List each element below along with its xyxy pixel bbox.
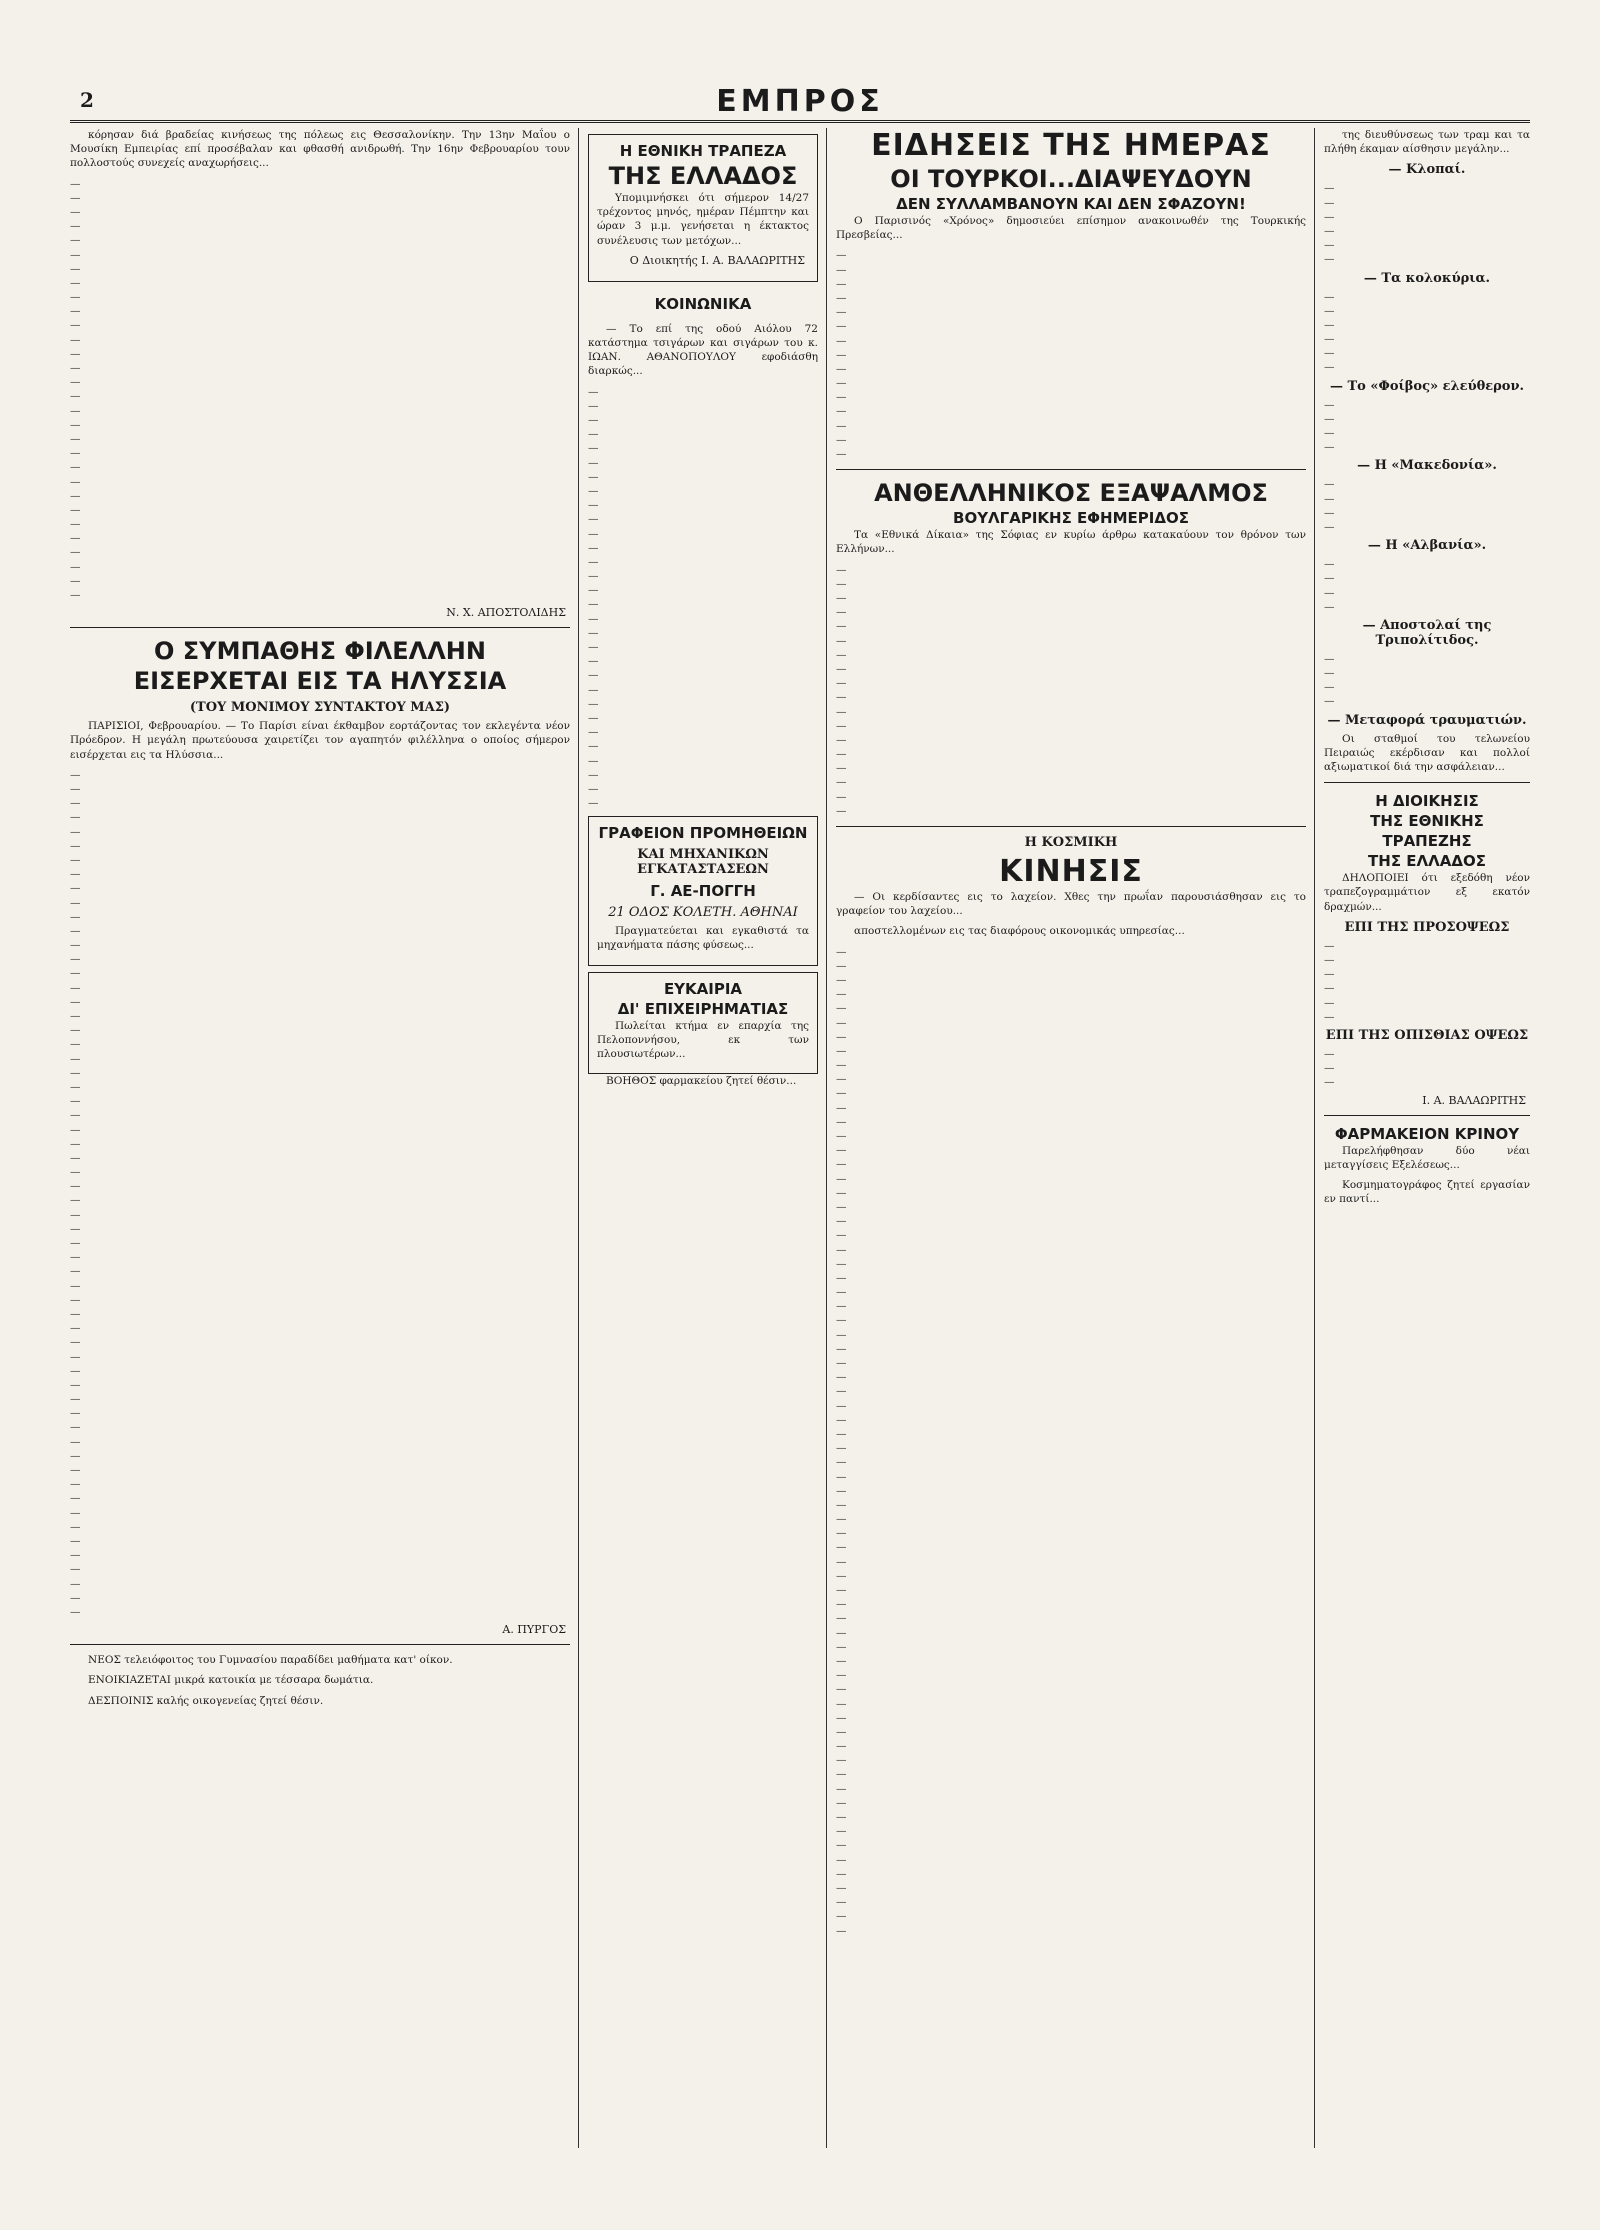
city-headline: ΚΙΝΗΣΙΣ bbox=[999, 854, 1143, 889]
philhellene-byline: (ΤΟΥ ΜΟΝΙΜΟΥ ΣΥΝΤΑΚΤΟΥ ΜΑΣ) bbox=[189, 700, 451, 716]
newspaper-title: ΕΜΠΡΟΣ bbox=[716, 84, 884, 119]
section-heading: — Το «Φοίβος» ελεύθερον. bbox=[1329, 378, 1525, 394]
bank-subheadline: ΤΗΣ ΕΛΛΑΔΟΣ bbox=[608, 162, 798, 190]
column-4 bbox=[1324, 128, 1530, 2148]
section-heading: — Κλοπαί. bbox=[1388, 162, 1466, 178]
social-text: — Το επί της οδού Αιόλου 72 κατάστημα τσιγάρων και σιγάρων του κ. ΙΩΑΝ. ΑΘΑΝΟΠΟΥΛΟΥ εφοδιάσθη διαρκώς... bbox=[588, 322, 818, 378]
notes-heading: ΕΠΙ ΤΗΣ ΠΡΟΣΟΨΕΩΣ bbox=[1344, 919, 1510, 935]
lead-signature: Ν. Χ. ΑΠΟΣΤΟΛΙΔΗΣ bbox=[446, 606, 566, 620]
bulgar-headline: ΑΝΘΕΛΛΗΝΙΚΟΣ ΕΞΑΨΑΛΜΟΣ bbox=[874, 479, 1268, 508]
bulgar-subheadline: ΒΟΥΛΓΑΡΙΚΗΣ ΕΦΗΜΕΡΙΔΟΣ bbox=[953, 509, 1189, 528]
divider bbox=[1324, 1115, 1530, 1116]
column-rule bbox=[578, 128, 579, 2148]
philhellene-signature: Α. ΠΥΡΓΟΣ bbox=[502, 1623, 566, 1637]
intro-text: της διευθύνσεως των τραμ και τα πλήθη έκαμαν αίσθησιν μεγάλην... bbox=[1324, 129, 1530, 156]
opportunity-headline: ΕΥΚΑΙΡΙΑ bbox=[663, 979, 743, 998]
admin-text: ΔΗΛΟΠΟΙΕΙ ότι εξεδόθη νέον τραπεζογραμμάτιον εξ εκατόν δραχμών... bbox=[1324, 872, 1530, 913]
admin-signature: Ι. Α. ΒΑΛΑΩΡΙΤΗΣ bbox=[1422, 1093, 1526, 1107]
opportunity-text: Πωλείται κτήμα εν επαρχία της Πελοποννήσου, εκ των πλουσιωτέρων... bbox=[597, 1019, 809, 1061]
article-lines: — — — — — — bbox=[1324, 290, 1335, 374]
article-lines: — — — — bbox=[1324, 558, 1335, 613]
notes-heading-2: ΕΠΙ ΤΗΣ ΟΠΙΣΘΙΑΣ ΟΨΕΩΣ bbox=[1325, 1028, 1529, 1043]
turks-subheadline: ΔΕΝ ΣΥΛΛΑΜΒΑΝΟΥΝ ΚΑΙ ΔΕΝ ΣΦΑΖΟΥΝ! bbox=[896, 195, 1246, 213]
column-2 bbox=[588, 128, 818, 2148]
article-lines: — — — — bbox=[1324, 478, 1335, 533]
masthead bbox=[70, 82, 1530, 123]
article-lines: — — — — — — — — — — — — — — — — — — bbox=[836, 563, 847, 817]
assistant-ad: ΒΟΗΘΟΣ φαρμακείου ζητεί θέσιν... bbox=[606, 1075, 797, 1088]
divider bbox=[70, 1644, 570, 1645]
lead-article-text: κόρησαν διά βραδείας κινήσεως της πόλεως εις Θεσσαλονίκην. Την 13ην Μαΐου ο Μουσίκη Εμπειρίας επί προσέβαλαν και φθασθή ανιδρωθή. Την 16ην Φεβρουαρίου τουν πολλοστούς συνεχείς αναχωρήσεις... bbox=[70, 129, 570, 170]
supply-subheadline: ΚΑΙ ΜΗΧΑΝΙΚΩΝ ΕΓΚΑΤΑΣΤΑΣΕΩΝ bbox=[637, 847, 769, 878]
article-lines: — — — — — — — — — — — — — — — — — — — — — — — — — — — — — — bbox=[588, 385, 599, 810]
section-heading: — Μεταφορά τραυματιών. bbox=[1327, 712, 1527, 728]
opportunity-subheadline: ΔΙ' ΕΠΙΧΕΙΡΗΜΑΤΙΑΣ bbox=[617, 999, 789, 1018]
article-lines: — — — — bbox=[1324, 398, 1335, 454]
page-number: 2 bbox=[80, 88, 94, 112]
article-lines: — — — — — — — — — — — — — — — — — — — — — — — — — — — — — — — — — — — — — — — — — — — — — — — — — — — — — — — — — — — — — — — — — — — — — — bbox=[836, 945, 847, 1937]
social-headline: ΚΟΙΝΩΝΙΚΑ bbox=[654, 294, 752, 313]
column-3 bbox=[836, 128, 1306, 2148]
article-lines: — — — — — — bbox=[1324, 182, 1335, 266]
classified-2: ΕΝΟΙΚΙΑΖΕΤΑΙ μικρά κατοικία με τέσσαρα δωμάτια. bbox=[88, 1674, 374, 1687]
turks-text: Ο Παρισινός «Χρόνος» δημοσιεύει επίσημον ανακοινωθέν της Τουρκικής Πρεσβείας... bbox=[836, 215, 1306, 242]
city-right-text: αποστελλομένων εις τας διαφόρους οικονομικάς υπηρεσίας... bbox=[854, 925, 1185, 938]
supply-address: 21 ΟΔΟΣ ΚΟΛΕΤΗ. ΑΘΗΝΑΙ bbox=[608, 905, 798, 921]
bank-headline: Η ΕΘΝΙΚΗ ΤΡΑΠΕΖΑ bbox=[619, 142, 787, 160]
article-lines: — — — bbox=[1324, 1048, 1335, 1089]
article-lines: — — — — bbox=[1324, 652, 1335, 708]
supply-office-ad bbox=[588, 816, 818, 965]
philhellene-subheadline: ΕΙΣΕΡΧΕΤΑΙ ΕΙΣ ΤΑ ΗΛΥΣΣΙΑ bbox=[133, 667, 507, 696]
column-rule bbox=[1314, 128, 1315, 2148]
pharmacy-headline: ΦΑΡΜΑΚΕΙΟΝ ΚΡΙΝΟΥ bbox=[1334, 1124, 1520, 1143]
classified-3: ΔΕΣΠΟΙΝΙΣ καλής οικογενείας ζητεί θέσιν. bbox=[88, 1694, 324, 1707]
pharmacy-text: Παρελήφθησαν δύο νέαι μεταγγίσεις Εξελέσεως... bbox=[1324, 1144, 1530, 1171]
divider bbox=[836, 469, 1306, 470]
opportunity-ad bbox=[588, 972, 818, 1075]
bank-text: Υπομιμνήσκει ότι σήμερον 14/27 τρέχοντος μηνός, ημέραν Πέμπτην και ώραν 3 μ.μ. γενήσεται η έκτακτος συνέλευσις των μετόχων... bbox=[597, 192, 809, 247]
article-lines: — — — — — — bbox=[1324, 939, 1335, 1023]
news-headline: ΕΙΔΗΣΕΙΣ ΤΗΣ ΗΜΕΡΑΣ bbox=[871, 128, 1271, 163]
city-text: — Οι κερδίσαντες εις το λαχείον. Χθες την πρωΐαν παρουσιάσθησαν εις το γραφείον του λαχείου... bbox=[836, 891, 1306, 918]
divider bbox=[836, 826, 1306, 827]
admin-headline: Η ΔΙΟΙΚΗΣΙΣ bbox=[1375, 792, 1479, 811]
body-text: Οι σταθμοί του τελωνείου Πειραιώς εκέρδισαν και πολλοί αξιωματικοί διά την ασφάλειαν... bbox=[1324, 732, 1530, 774]
divider bbox=[1324, 782, 1530, 783]
section-heading: — Αποστολαί της Τριπολίτιδος. bbox=[1362, 617, 1492, 648]
section-heading: — Η «Αλβανία». bbox=[1367, 538, 1487, 554]
turks-headline: ΟΙ ΤΟΥΡΚΟΙ...ΔΙΑΨΕΥΔΟΥΝ bbox=[890, 165, 1252, 193]
supply-text: Πραγματεύεται και εγκαθιστά τα μηχανήματα πάσης φύσεως... bbox=[597, 925, 809, 952]
supply-name: Γ. ΑΕ-ΠΟΓΓΗ bbox=[650, 882, 756, 901]
article-lines: — — — — — — — — — — — — — — — — — — — — — — — — — — — — — — — — — — — — — — — — — — — — — — — — — — — — — — — — — — — — bbox=[70, 768, 81, 1618]
bulgar-text: Τα «Εθνικά Δίκαια» της Σόφιας εν κυρίω άρθρω κατακαύουν τον θρόνον των Ελλήνων... bbox=[836, 529, 1306, 556]
bank-signature: Ο Διοικητής Ι. Α. ΒΑΛΑΩΡΙΤΗΣ bbox=[629, 253, 805, 267]
article-lines: — — — — — — — — — — — — — — — — — — — — — — — — — — — — — — bbox=[70, 177, 81, 602]
city-label: Η ΚΟΣΜΙΚΗ bbox=[1024, 835, 1118, 850]
admin-subheadline: ΤΗΣ ΕΘΝΙΚΗΣ ΤΡΑΠΕΖΗΣ bbox=[1370, 812, 1484, 851]
admin-subheadline-2: ΤΗΣ ΕΛΛΑΔΟΣ bbox=[1368, 852, 1486, 871]
divider bbox=[70, 627, 570, 628]
section-heading: — Τα κολοκύρια. bbox=[1363, 270, 1491, 286]
philhellene-headline: Ο ΣΥΜΠΑΘΗΣ ΦΙΛΕΛΛΗΝ bbox=[154, 637, 486, 666]
end-text: Κοσμηματογράφος ζητεί εργασίαν εν παντί... bbox=[1324, 1178, 1530, 1206]
philhellene-article-text: ΠΑΡΙΣΙΟΙ, Φεβρουαρίου. — Το Παρίσι είναι έκθαμβον εορτάζοντας τον εκλεγέντα νέον Πρόεδρον. Η μεγάλη πρωτεύουσα χαιρετίζει τον αγαπητόν φιλέλληνα ο οποίος σήμερον εισέρχεται εις τα Ηλύσσια... bbox=[70, 720, 570, 761]
bank-notice bbox=[588, 134, 818, 282]
column-1 bbox=[70, 128, 570, 2148]
section-heading: — Η «Μακεδονία». bbox=[1357, 458, 1497, 474]
supply-headline: ΓΡΑΦΕΙΟΝ ΠΡΟΜΗΘΕΙΩΝ bbox=[598, 824, 808, 843]
article-lines: — — — — — — — — — — — — — — — bbox=[836, 249, 847, 461]
classified-1: ΝΕΟΣ τελειόφοιτος του Γυμνασίου παραδίδει μαθήματα κατ' οίκον. bbox=[88, 1654, 453, 1667]
column-rule bbox=[826, 128, 827, 2148]
